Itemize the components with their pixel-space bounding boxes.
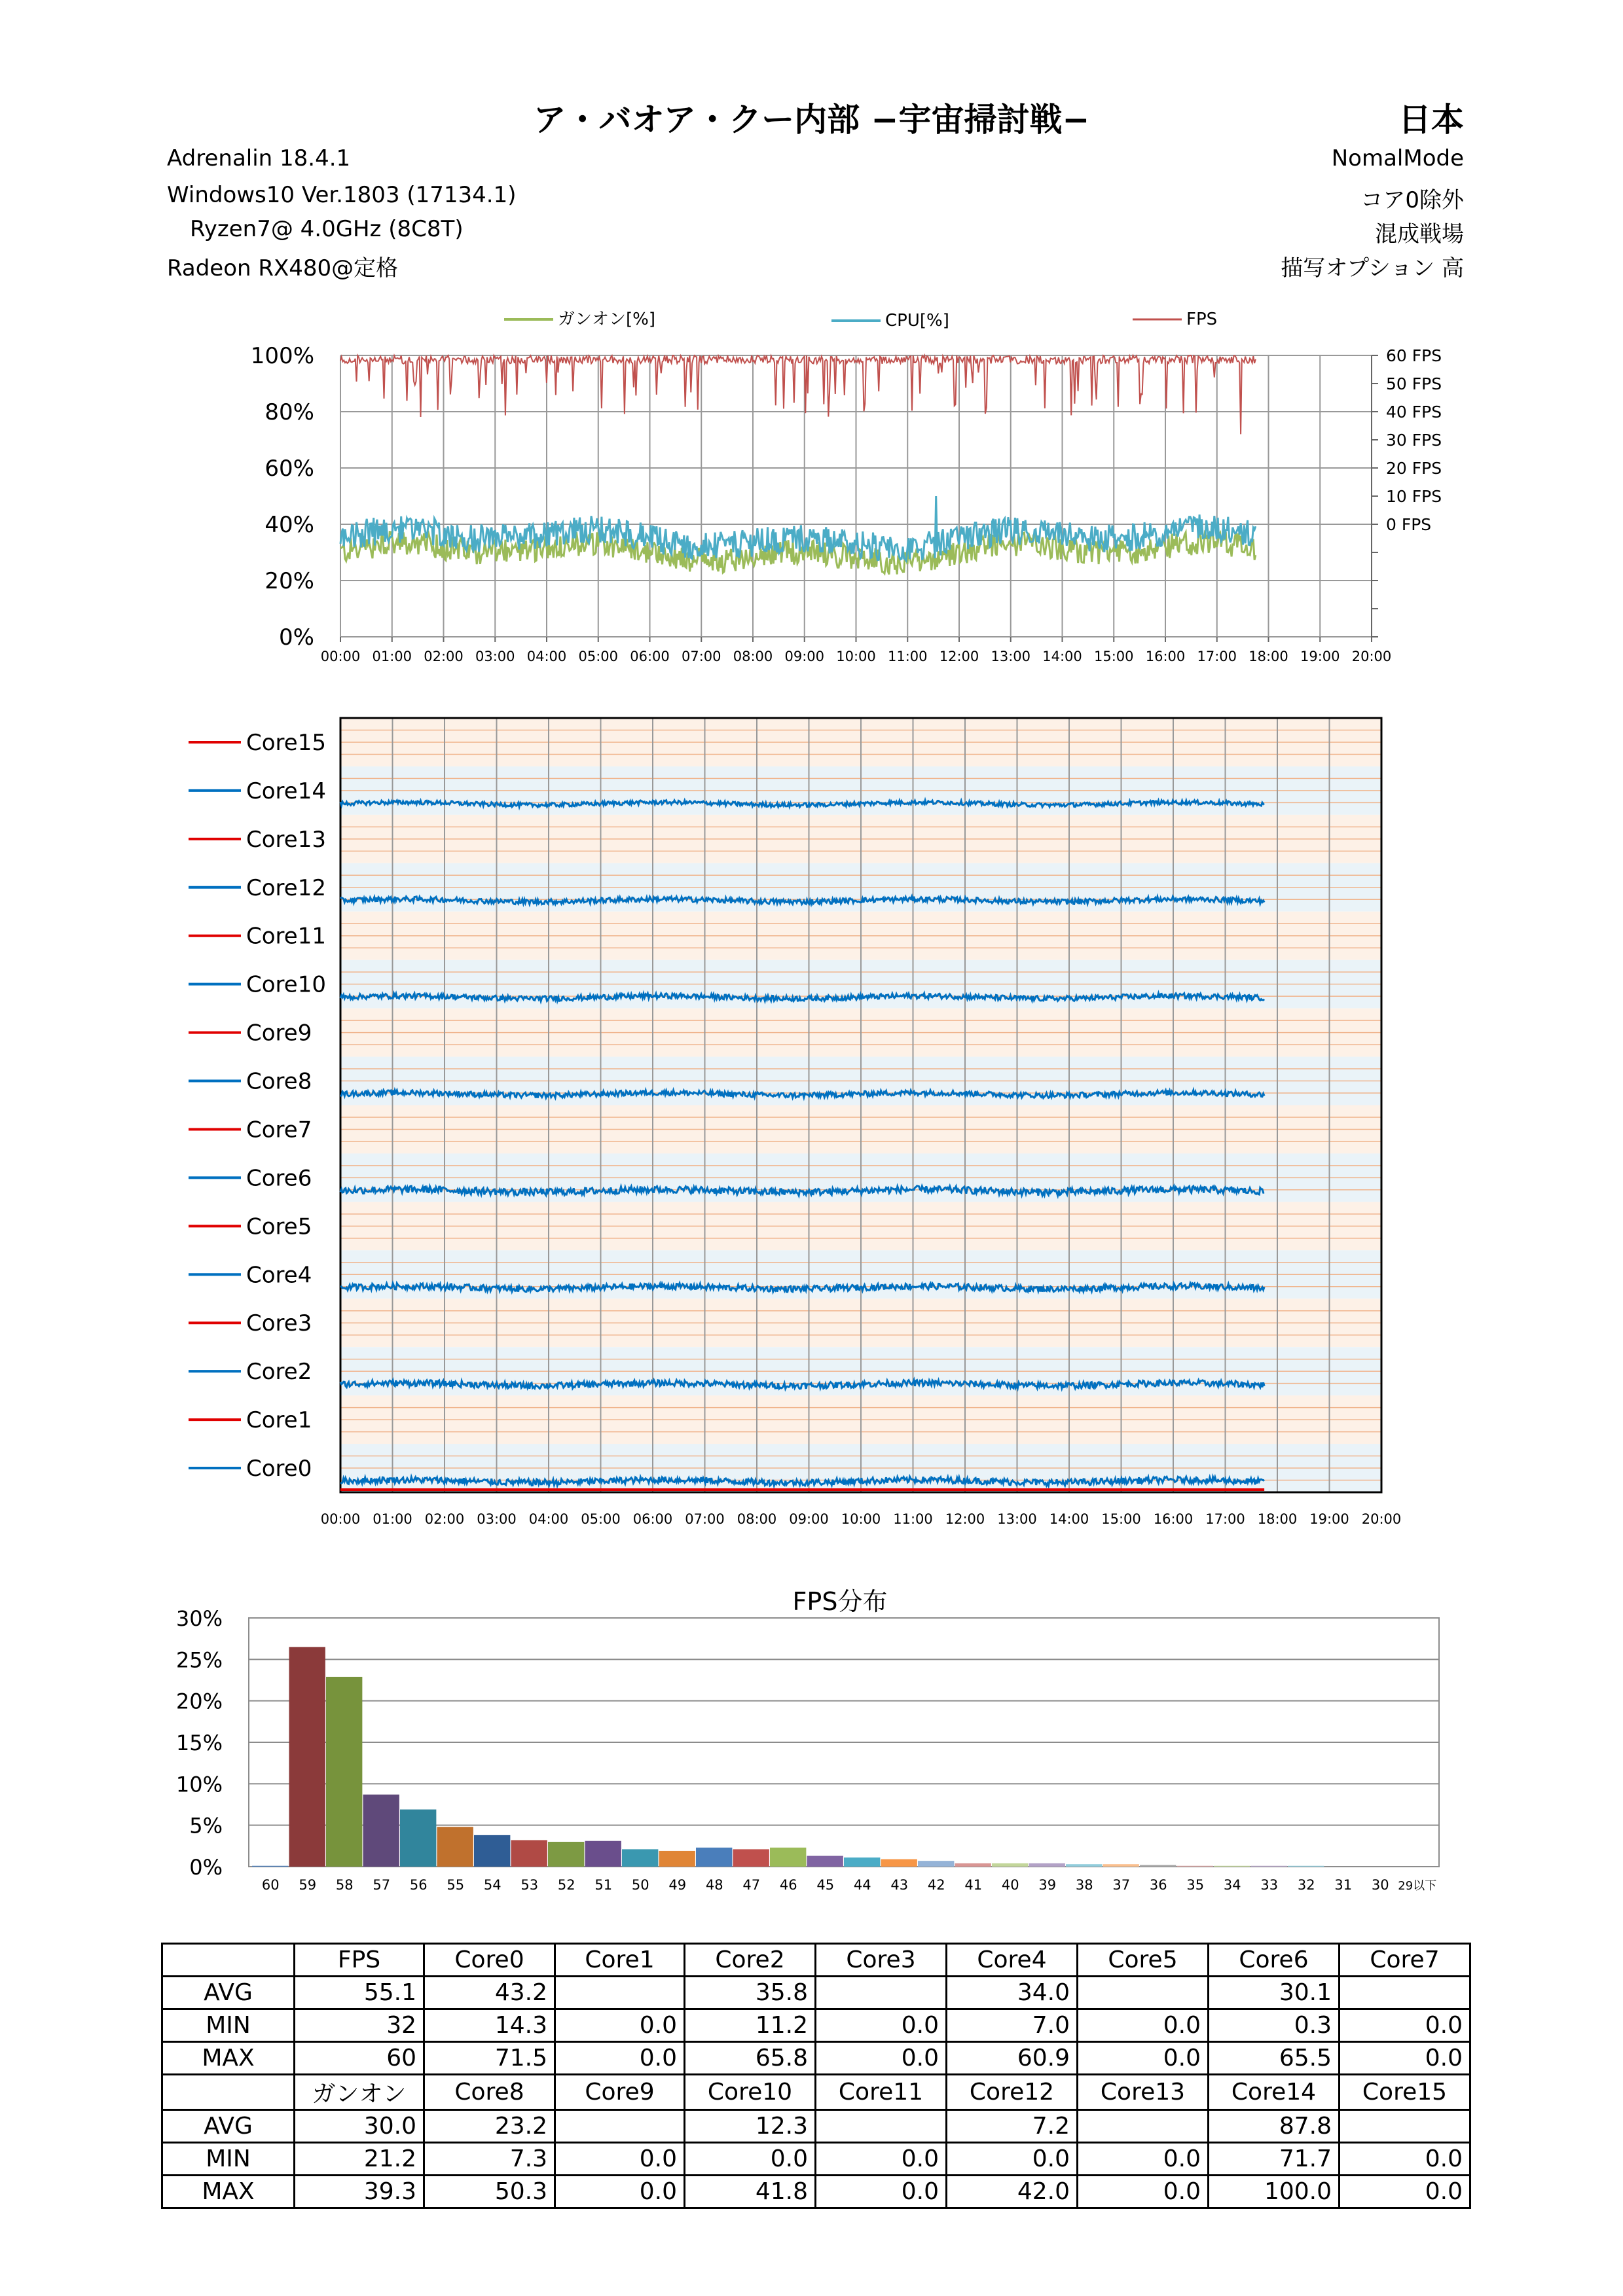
driver-version: Adrenalin 18.4.1 <box>167 145 351 171</box>
fps-bar-52 <box>548 1842 584 1867</box>
fps-bar-49 <box>659 1851 695 1867</box>
fps-bar-37 <box>1103 1864 1139 1867</box>
fps-bar-50 <box>622 1849 658 1867</box>
x-tick-label: 29以下 <box>1398 1879 1437 1893</box>
x-tick-label: 43 <box>890 1877 909 1893</box>
x-tick-label: 08:00 <box>737 1511 777 1527</box>
x-tick-label: 52 <box>557 1877 575 1893</box>
x-tick-label: 34 <box>1223 1877 1241 1893</box>
fps-bar-42 <box>918 1861 954 1867</box>
table-row <box>162 2110 1470 2143</box>
x-tick-label: 11:00 <box>887 649 928 664</box>
x-tick-label: 54 <box>483 1877 501 1893</box>
legend-label-core10: Core10 <box>246 971 326 998</box>
x-tick-label: 13:00 <box>997 1511 1037 1527</box>
table-cell: Core5 <box>1078 1944 1209 1977</box>
x-tick-label: 03:00 <box>477 1511 517 1527</box>
core-exclusion-label: コア0除外 <box>1360 187 1464 213</box>
table-cell: 0.0 <box>1078 2009 1209 2042</box>
table-cell: Core11 <box>816 2075 947 2110</box>
x-tick-label: 42 <box>927 1877 945 1893</box>
table-cell: 0.0 <box>555 2009 685 2042</box>
table-cell: 0.0 <box>1340 2042 1470 2075</box>
x-tick-label: 37 <box>1112 1877 1131 1893</box>
core-usage-chart <box>0 700 1623 1538</box>
x-tick-label: 44 <box>853 1877 871 1893</box>
table-header-row <box>162 1944 1470 1977</box>
legend-label-core12: Core12 <box>246 874 326 901</box>
overview-chart <box>0 295 1623 674</box>
y-tick-label-right: 20 FPS <box>1386 459 1442 478</box>
table-cell: Core12 <box>947 2075 1078 2110</box>
table-cell: 0.0 <box>1078 2042 1209 2075</box>
x-tick-label: 20:00 <box>1351 649 1392 664</box>
fps-bar-45 <box>807 1856 843 1867</box>
table-cell: 0.0 <box>1340 2176 1470 2208</box>
table-cell: 14.3 <box>424 2009 555 2042</box>
y-tick-label-left: 40% <box>264 512 314 538</box>
y-tick-label: 5% <box>189 1813 223 1839</box>
table-cell: Core14 <box>1209 2075 1340 2110</box>
fps-bar-59 <box>289 1647 325 1867</box>
x-tick-label: 49 <box>668 1877 687 1893</box>
y-tick-label-left: 60% <box>264 456 314 482</box>
x-tick-label: 07:00 <box>685 1511 725 1527</box>
table-cell: 0.0 <box>816 2009 947 2042</box>
table-cell <box>1340 1977 1470 2009</box>
table-cell: 50.3 <box>424 2176 555 2208</box>
y-tick-label-right: 40 FPS <box>1386 403 1442 422</box>
table-cell: 34.0 <box>947 1977 1078 2009</box>
graphics-option-label: 描写オプション 高 <box>1281 255 1464 281</box>
table-cell: 55.1 <box>295 1977 424 2009</box>
fps-bar-48 <box>696 1848 732 1867</box>
os-version: Windows10 Ver.1803 (17134.1) <box>167 182 517 208</box>
x-tick-label: 31 <box>1334 1877 1353 1893</box>
table-cell: 7.0 <box>947 2009 1078 2042</box>
table-cell: 0.0 <box>685 2143 816 2176</box>
fps-bar-32 <box>1288 1866 1324 1867</box>
legend-label-core9: Core9 <box>246 1020 312 1047</box>
overview-grid <box>340 355 1378 642</box>
table-cell: 71.7 <box>1209 2143 1340 2176</box>
y-tick-label-left: 100% <box>250 343 314 369</box>
fps-distribution-title: FPS分布 <box>792 1587 888 1616</box>
x-tick-label: 35 <box>1186 1877 1205 1893</box>
x-tick-label: 51 <box>594 1877 613 1893</box>
table-cell: 0.0 <box>816 2176 947 2208</box>
fps-bar-53 <box>511 1840 547 1867</box>
x-tick-label: 03:00 <box>475 649 515 664</box>
x-tick-label: 17:00 <box>1205 1511 1245 1527</box>
legend-label-core3: Core3 <box>246 1310 312 1337</box>
x-tick-label: 48 <box>705 1877 723 1893</box>
table-cell <box>555 2110 685 2143</box>
table-cell: AVG <box>162 1977 295 2009</box>
x-tick-label: 01:00 <box>373 1511 412 1527</box>
table-cell <box>816 2110 947 2143</box>
table-cell: MIN <box>162 2143 295 2176</box>
x-tick-label: 38 <box>1075 1877 1093 1893</box>
x-tick-label: 16:00 <box>1145 649 1186 664</box>
table-cell: 0.0 <box>1340 2143 1470 2176</box>
legend-label-core8: Core8 <box>246 1068 312 1095</box>
x-tick-label: 53 <box>520 1877 539 1893</box>
table-row <box>162 2143 1470 2176</box>
table-cell: 35.8 <box>685 1977 816 2009</box>
distribution-bars <box>252 1647 1324 1867</box>
cpu-info: Ryzen7@ 4.0GHz (8C8T) <box>190 216 464 242</box>
x-tick-label: 04:00 <box>526 649 567 664</box>
table-cell: 0.0 <box>555 2042 685 2075</box>
table-cell: Core13 <box>1078 2075 1209 2110</box>
x-tick-label: 07:00 <box>681 649 721 664</box>
table-cell: 0.0 <box>816 2143 947 2176</box>
x-tick-label: 14:00 <box>1042 649 1082 664</box>
table-cell: 0.0 <box>1078 2176 1209 2208</box>
y-tick-label-left: 20% <box>264 568 314 594</box>
table-cell: 0.0 <box>555 2176 685 2208</box>
legend-gunon-label: ガンオン[%] <box>558 310 655 329</box>
x-tick-label: 30 <box>1371 1877 1389 1893</box>
x-tick-label: 05:00 <box>581 1511 621 1527</box>
table-header-row <box>162 2075 1470 2110</box>
x-tick-label: 19:00 <box>1300 649 1340 664</box>
legend-label-core5: Core5 <box>246 1213 312 1240</box>
table-cell: 41.8 <box>685 2176 816 2208</box>
x-tick-label: 14:00 <box>1049 1511 1089 1527</box>
y-tick-label-left: 0% <box>279 624 314 651</box>
x-tick-label: 33 <box>1260 1877 1279 1893</box>
x-tick-label: 13:00 <box>991 649 1031 664</box>
x-tick-label: 00:00 <box>320 649 361 664</box>
table-cell: 12.3 <box>685 2110 816 2143</box>
x-tick-label: 18:00 <box>1249 649 1288 664</box>
table-cell: 30.0 <box>295 2110 424 2143</box>
fps-bar-33 <box>1251 1866 1287 1867</box>
table-cell: Core15 <box>1340 2075 1470 2110</box>
x-tick-label: 06:00 <box>632 1511 673 1527</box>
table-cell <box>162 1944 295 1977</box>
fps-bar-38 <box>1066 1864 1102 1867</box>
x-tick-label: 09:00 <box>784 649 825 664</box>
mode-label: NomalMode <box>1331 145 1464 171</box>
battlefield-label: 混成戦場 <box>1375 221 1464 247</box>
y-tick-label-left: 80% <box>264 399 314 425</box>
y-tick-label-right: 10 FPS <box>1386 487 1442 506</box>
table-cell: 0.3 <box>1209 2009 1340 2042</box>
y-tick-label-right: 30 FPS <box>1386 431 1442 450</box>
x-tick-label: 12:00 <box>945 1511 985 1527</box>
table-cell: 0.0 <box>555 2143 685 2176</box>
table-cell: Core2 <box>685 1944 816 1977</box>
table-cell: MAX <box>162 2042 295 2075</box>
table-cell: Core10 <box>685 2075 816 2110</box>
table-cell: ガンオン <box>295 2075 424 2110</box>
table-cell: 11.2 <box>685 2009 816 2042</box>
table-cell: 60.9 <box>947 2042 1078 2075</box>
fps-bar-34 <box>1214 1866 1250 1867</box>
table-cell: 7.2 <box>947 2110 1078 2143</box>
core-x-axis-labels <box>321 1511 1402 1527</box>
x-tick-label: 55 <box>447 1877 465 1893</box>
x-tick-label: 19:00 <box>1309 1511 1349 1527</box>
x-tick-label: 58 <box>335 1877 354 1893</box>
y-tick-label: 15% <box>175 1731 223 1755</box>
table-cell: 60 <box>295 2042 424 2075</box>
x-tick-label: 08:00 <box>733 649 773 664</box>
x-tick-label: 00:00 <box>320 1511 361 1527</box>
fps-bar-55 <box>437 1827 473 1867</box>
x-tick-label: 16:00 <box>1153 1511 1194 1527</box>
x-tick-label: 60 <box>261 1877 280 1893</box>
fps-bar-46 <box>770 1848 806 1867</box>
x-tick-label: 11:00 <box>893 1511 933 1527</box>
x-tick-label: 59 <box>299 1877 317 1893</box>
x-tick-label: 06:00 <box>630 649 670 664</box>
x-tick-label: 17:00 <box>1197 649 1237 664</box>
table-cell <box>1340 2110 1470 2143</box>
table-row <box>162 1977 1470 2009</box>
x-tick-label: 50 <box>631 1877 649 1893</box>
table-cell: Core6 <box>1209 1944 1340 1977</box>
x-tick-label: 36 <box>1149 1877 1167 1893</box>
table-cell: Core9 <box>555 2075 685 2110</box>
x-tick-label: 56 <box>409 1877 428 1893</box>
y-tick-label: 25% <box>175 1647 223 1673</box>
table-cell: 0.0 <box>1340 2009 1470 2042</box>
table-cell: Core0 <box>424 1944 555 1977</box>
overview-lines <box>340 355 1256 575</box>
x-tick-label: 02:00 <box>424 649 464 664</box>
page-title: ア・バオア・クー内部 −宇宙掃討戦− <box>533 101 1090 139</box>
table-cell: Core3 <box>816 1944 947 1977</box>
x-tick-label: 32 <box>1297 1877 1315 1893</box>
y-tick-label: 30% <box>175 1606 223 1631</box>
table-cell <box>1078 2110 1209 2143</box>
table-cell: 43.2 <box>424 1977 555 2009</box>
x-tick-label: 10:00 <box>841 1511 881 1527</box>
legend-label-core11: Core11 <box>246 923 326 950</box>
table-cell: 21.2 <box>295 2143 424 2176</box>
x-tick-label: 02:00 <box>424 1511 465 1527</box>
x-tick-label: 05:00 <box>578 649 619 664</box>
table-cell: AVG <box>162 2110 295 2143</box>
x-tick-label: 40 <box>1001 1877 1019 1893</box>
x-tick-label: 01:00 <box>372 649 412 664</box>
legend-label-core15: Core15 <box>246 729 326 756</box>
table-cell: Core8 <box>424 2075 555 2110</box>
x-tick-label: 10:00 <box>836 649 876 664</box>
fps-bar-57 <box>363 1795 399 1867</box>
table-cell: 7.3 <box>424 2143 555 2176</box>
table-cell: 65.8 <box>685 2042 816 2075</box>
fps-bar-35 <box>1177 1866 1213 1867</box>
country-label: 日本 <box>1398 101 1464 139</box>
y-tick-label: 0% <box>189 1855 223 1880</box>
fps-bar-47 <box>733 1849 769 1867</box>
y-tick-label-right: 0 FPS <box>1386 515 1432 534</box>
table-cell: 0.0 <box>947 2143 1078 2176</box>
y-tick-label: 20% <box>175 1689 223 1714</box>
x-tick-label: 04:00 <box>528 1511 569 1527</box>
table-cell: 23.2 <box>424 2110 555 2143</box>
x-tick-label: 20:00 <box>1361 1511 1402 1527</box>
table-cell <box>162 2075 295 2110</box>
x-tick-label: 46 <box>779 1877 797 1893</box>
y-tick-label-right: 60 FPS <box>1386 346 1442 365</box>
table-cell: FPS <box>295 1944 424 1977</box>
legend-label-core13: Core13 <box>246 826 326 853</box>
fps-bar-43 <box>881 1859 917 1867</box>
table-cell: 42.0 <box>947 2176 1078 2208</box>
fps-distribution-chart <box>0 1571 1623 1924</box>
table-cell <box>816 1977 947 2009</box>
table-cell <box>1078 1977 1209 2009</box>
x-tick-label: 09:00 <box>789 1511 829 1527</box>
table-cell: 87.8 <box>1209 2110 1340 2143</box>
table-cell: Core4 <box>947 1944 1078 1977</box>
fps-bar-58 <box>326 1677 362 1867</box>
table-cell: MAX <box>162 2176 295 2208</box>
x-tick-label: 12:00 <box>939 649 979 664</box>
legend-cpu-label: CPU[%] <box>885 311 949 331</box>
legend-label-core0: Core0 <box>246 1456 312 1482</box>
legend-label-core2: Core2 <box>246 1359 312 1386</box>
table-cell: Core1 <box>555 1944 685 1977</box>
table-cell: MIN <box>162 2009 295 2042</box>
fps-bar-44 <box>844 1857 880 1867</box>
x-tick-label: 15:00 <box>1093 649 1134 664</box>
table-cell: 30.1 <box>1209 1977 1340 2009</box>
table-row <box>162 2009 1470 2042</box>
x-tick-label: 45 <box>816 1877 835 1893</box>
fps-series-line <box>340 355 1256 434</box>
legend-fps-label: FPS <box>1186 310 1218 329</box>
table-cell <box>555 1977 685 2009</box>
x-tick-label: 15:00 <box>1101 1511 1141 1527</box>
y-tick-label: 10% <box>175 1772 223 1797</box>
table-cell: 71.5 <box>424 2042 555 2075</box>
x-tick-label: 18:00 <box>1257 1511 1298 1527</box>
x-tick-label: 57 <box>373 1877 391 1893</box>
table-row <box>162 2176 1470 2208</box>
core-grid <box>340 718 1381 1492</box>
fps-bar-54 <box>474 1835 510 1867</box>
fps-bar-39 <box>1029 1863 1065 1867</box>
table-cell: 32 <box>295 2009 424 2042</box>
fps-bar-56 <box>400 1810 436 1867</box>
table-row <box>162 2042 1470 2075</box>
fps-bar-36 <box>1140 1865 1176 1867</box>
y-tick-label-right: 50 FPS <box>1386 374 1442 393</box>
table-cell: 100.0 <box>1209 2176 1340 2208</box>
core-legend <box>189 730 326 1482</box>
legend-label-core4: Core4 <box>246 1262 312 1289</box>
fps-bar-41 <box>955 1863 991 1867</box>
x-tick-label: 47 <box>742 1877 761 1893</box>
table-cell: 0.0 <box>1078 2143 1209 2176</box>
gpu-info: Radeon RX480@定格 <box>167 255 399 281</box>
table-cell: Core7 <box>1340 1944 1470 1977</box>
stats-table <box>161 1943 1471 2209</box>
legend-label-core7: Core7 <box>246 1117 312 1143</box>
fps-bar-60 <box>252 1866 288 1867</box>
fps-bar-40 <box>992 1863 1028 1867</box>
x-tick-label: 41 <box>964 1877 983 1893</box>
legend-label-core6: Core6 <box>246 1165 312 1192</box>
legend-label-core1: Core1 <box>246 1407 312 1434</box>
table-cell: 65.5 <box>1209 2042 1340 2075</box>
x-tick-label: 39 <box>1038 1877 1057 1893</box>
overview-legend <box>504 310 1217 331</box>
fps-bar-51 <box>585 1841 621 1867</box>
table-cell: 0.0 <box>816 2042 947 2075</box>
legend-label-core14: Core14 <box>246 778 326 804</box>
table-cell: 39.3 <box>295 2176 424 2208</box>
overview-axis-labels <box>251 343 1442 664</box>
